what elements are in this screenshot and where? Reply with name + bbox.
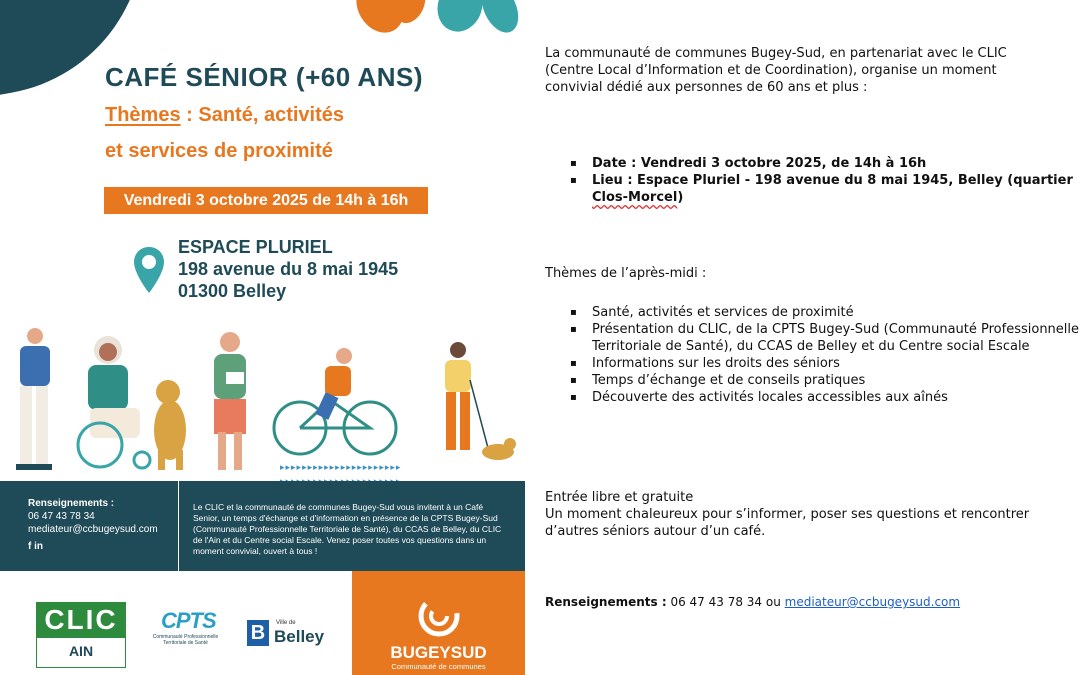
dog-figure <box>154 380 186 470</box>
bugeysud-swirl-icon <box>418 595 460 637</box>
senior-wheelchair-figure <box>78 336 150 468</box>
contact-heading: Renseignements : <box>28 498 115 509</box>
decorative-chevrons: ▸▸▸▸▸▸▸▸▸▸▸▸▸▸▸▸▸▸▸▸▸▸ <box>280 463 402 473</box>
address-line-3: 01300 Belley <box>178 281 287 301</box>
contact-line <box>545 594 960 611</box>
entree-line-1: Entrée libre et gratuite <box>545 490 694 505</box>
theme-item: ▪ Découverte des activités locales accessibles aux aînés <box>592 389 1080 406</box>
belley-b-icon: B <box>247 620 269 646</box>
belley-logo-text: Belley <box>274 627 325 646</box>
address-line-2: 198 avenue du 8 mai 1945 <box>178 259 399 279</box>
bugeysud-logo-subtext: Communauté de communes <box>391 662 486 671</box>
themes-line1-rest: : Santé, activités <box>180 104 344 126</box>
small-dog-figure <box>482 438 516 460</box>
theme-item: ▪ Temps d’échange et de conseils pratiques <box>592 372 1080 389</box>
themes-heading: Thèmes de l’après-midi : <box>545 266 707 281</box>
contact-email-link[interactable]: mediateur@ccbugeysud.com <box>784 595 961 609</box>
poster-themes-line2: et services de proximité <box>105 140 333 162</box>
address-line-1: ESPACE PLURIEL <box>178 237 333 257</box>
belley-logo-small: Ville de <box>276 620 296 626</box>
date-item: ▪ Date : Vendredi 3 octobre 2025, de 14h à 16h <box>592 155 1080 172</box>
poster-date-band: Vendredi 3 octobre 2025 de 14h à 16h <box>104 187 428 214</box>
social-icons: f in <box>28 541 43 552</box>
theme-item: ▪ Santé, activités et services de proximité <box>592 304 1080 321</box>
bugeysud-logo <box>352 571 525 675</box>
themes-word: Thèmes <box>105 104 181 126</box>
cpts-logo <box>143 608 228 660</box>
poster-themes-line1 <box>105 104 344 127</box>
cpts-logo-subtext: Communauté Professionnelle Territoriale de Santé <box>152 634 219 646</box>
seniors-illustration <box>0 320 525 480</box>
contact-phone-text: 06 47 43 78 34 ou <box>666 595 785 609</box>
bugeysud-logo-text: BUGEYSUD <box>390 643 487 662</box>
decorative-leaves <box>350 0 525 40</box>
lieu-close: ) <box>677 190 684 205</box>
entree-paragraph <box>545 489 1055 540</box>
event-poster <box>0 0 525 675</box>
contact-email: mediateur@ccbugeysud.com <box>28 524 158 535</box>
senior-cyclist-figure <box>274 348 396 454</box>
event-details-list <box>547 155 1080 206</box>
clic-logo-text: CLIC <box>36 602 126 638</box>
clic-ain-logo <box>36 602 126 668</box>
lieu-text: Lieu : Espace Pluriel - 198 avenue du 8 mai 1945, Belley (quartier <box>592 173 1073 188</box>
entree-line-2: Un moment chaleureux pour s’informer, poser ses questions et rencontrer d’autres séniors autour d’un café. <box>545 507 1030 539</box>
ain-logo-text: AIN <box>36 638 126 668</box>
location-pin-icon <box>132 245 166 295</box>
contact-label: Renseignements : <box>545 595 667 609</box>
contact-phone: 06 47 43 78 34 <box>28 511 95 522</box>
poster-address <box>178 236 398 302</box>
lieu-quarter: Clos-Morcel <box>592 190 678 205</box>
cpts-logo-text: CPTS <box>161 608 216 633</box>
poster-contact-box <box>0 481 178 571</box>
intro-paragraph: La communauté de communes Bugey-Sud, en partenariat avec le CLIC (Centre Local d’Information et de Coordination), organise un moment convivial dédié aux personnes de 60 ans et plus : <box>545 46 1007 95</box>
senior-phone-figure <box>16 328 52 470</box>
senior-walking-figure <box>445 342 488 450</box>
themes-list <box>547 304 1080 406</box>
theme-item: ▪ Présentation du CLIC, de la CPTS Bugey-Sud (Communauté Professionnelle Territoriale de Santé), du CCAS de Belley et du Centre social Escale <box>592 321 1080 355</box>
poster-invitation-text: Le CLIC et la communauté de communes Bugey-Sud vous invitent à un Café Senior, un temps d'échange et d'information en présence de la CPTS Bugey-Sud (Communauté Professionnelle Territoriale de Santé), du CCAS de Belley, du CLIC de l'Ain et du Centre social Escale. Venez poser toutes vos questions dans un moment convivial, ouvert à tous ! <box>178 481 525 571</box>
lieu-item <box>592 172 1080 206</box>
poster-title: CAFÉ SÉNIOR (+60 ANS) <box>105 62 423 92</box>
theme-item: ▪ Informations sur les droits des séniors <box>592 355 1080 372</box>
senior-tablet-figure <box>214 332 246 470</box>
